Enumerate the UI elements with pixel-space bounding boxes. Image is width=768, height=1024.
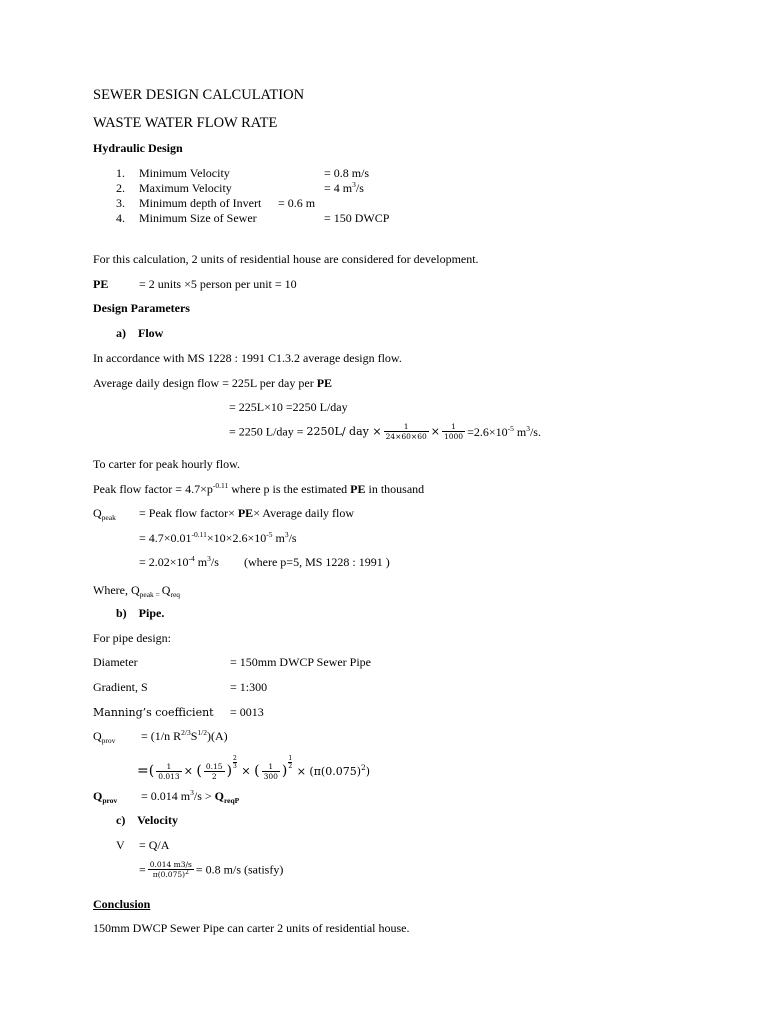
list-item: [116, 196, 316, 210]
list-item: [116, 211, 390, 225]
fraction: $\frac{1}{0.013}$: [158, 761, 180, 781]
velocity-formula: V = Q/A: [116, 838, 170, 852]
q-req-definition: Where, $Q_{peak =}$ $Q_{req}$: [93, 583, 181, 599]
exponent-fraction: $\frac{2}{3}$: [233, 755, 237, 770]
pipe-row-label: Manning’s coefficient: [93, 706, 214, 719]
pipe-row: [93, 705, 264, 719]
design-parameters-heading: Design Parameters: [93, 301, 190, 315]
q-peak-line: $Q_{peak}$ = Peak flow factor× PE× Average daily flow: [93, 506, 355, 522]
peak-flow-intro: To carter for peak hourly flow.: [93, 457, 240, 471]
pipe-row-value: = 0013: [230, 705, 264, 719]
document-title: SEWER DESIGN CALCULATION: [93, 87, 305, 103]
q-prov-substitution: =( $\frac{1}{0.013}$ × ( $\frac{0.15}{2}$ ) $\frac{2}{3}$ × ( $\frac{1}{300}$ ) $\frac{1}{2}$ × $(\pi(0.075)^2)$: [137, 755, 371, 781]
fraction: $\frac{0.15}{2}$: [205, 761, 223, 781]
fraction: $\frac{1}{1000}$: [443, 422, 464, 441]
fraction: $\frac{1}{300}$: [263, 761, 278, 781]
peak-flow-factor: Peak flow factor = $4.7\times p^{-0.11}$ where p is the estimated PE in thousand: [93, 481, 425, 496]
list-value: = 0.8 m/s: [324, 166, 370, 180]
q-prov-formula: $Q_{prov}$ = (1/n $R^{2/3}S^{1/2})(A)$: [93, 728, 228, 745]
pipe-row-value: = 1:300: [230, 680, 268, 694]
conclusion-text: 150mm DWCP Sewer Pipe can carter 2 units of residential house.: [93, 921, 410, 935]
average-flow-conversion: = 2250 L/day = 2250L/ day × $\frac{1}{24\times 60\times 60}$ × $\frac{1}{1000}$ $=2.6\times 10^{-5}$ $m^3/s$.: [229, 422, 541, 441]
list-number: 3.: [116, 196, 125, 210]
pipe-row-value: = 150mm DWCP Sewer Pipe: [230, 655, 371, 669]
list-number: 4.: [116, 211, 125, 225]
pipe-row: [93, 655, 371, 669]
list-label: Minimum Velocity: [139, 166, 230, 180]
average-flow-line: Average daily design flow = 225L per day per PE: [93, 376, 333, 390]
pipe-heading: b) Pipe.: [116, 606, 165, 620]
list-number: 1.: [116, 166, 125, 180]
pe-value: = 2 units ×5 person per unit = 10: [139, 277, 297, 291]
list-item: [116, 166, 370, 180]
pe-label: PE: [93, 277, 109, 291]
fraction: $\frac{1}{24\times 60\times 60}$: [385, 422, 427, 441]
list-label: Minimum depth of Invert: [139, 196, 262, 210]
q-prov-result: $Q_{prov}$ = 0.014 $m^3/s > Q_{reqP}$: [93, 788, 240, 805]
section-title: WASTE WATER FLOW RATE: [93, 115, 278, 131]
list-value: = 4 $m^3/s$: [324, 180, 364, 195]
list-number: 2.: [116, 181, 125, 195]
pe-line: [93, 277, 297, 291]
velocity-heading: c) Velocity: [116, 813, 178, 827]
list-item: [116, 180, 364, 195]
flow-reference: In accordance with MS 1228 : 1991 C1.3.2 average design flow.: [93, 351, 402, 365]
fraction: $\frac{0.014 m3/s}{\pi(0.075)^2}$: [149, 860, 192, 879]
list-value: = 150 DWCP: [324, 211, 390, 225]
pipe-intro: For pipe design:: [93, 631, 171, 645]
q-peak-result: = $2.02\times 10^{-4}$ $m^3/s$ (where p=5, MS 1228 : 1991 ): [139, 554, 390, 569]
list-value: = 0.6 m: [278, 196, 316, 210]
q-peak-substitution: = $4.7\times 0.01^{-0.11}\times 10\times 2.6\times 10^{-5}$ $m^3/s$: [139, 530, 297, 545]
exponent-fraction: $\frac{1}{2}$: [288, 755, 293, 770]
average-flow-calc: = 225L×10 =2250 L/day: [229, 400, 348, 414]
flow-heading: a) Flow: [116, 326, 164, 340]
pipe-row: [93, 680, 268, 694]
intro-text: For this calculation, 2 units of residential house are considered for development.: [93, 252, 479, 266]
list-label: Minimum Size of Sewer: [139, 211, 257, 225]
hydraulic-heading: Hydraulic Design: [93, 141, 183, 155]
pipe-row-label: Diameter: [93, 655, 138, 669]
list-label: Maximum Velocity: [139, 181, 232, 195]
velocity-result: = $\frac{0.014 m3/s}{\pi(0.075)^2}$ = 0.8 m/s (satisfy): [139, 860, 284, 879]
conclusion-heading: Conclusion: [93, 897, 151, 911]
pipe-row-label: Gradient, S: [93, 680, 148, 694]
